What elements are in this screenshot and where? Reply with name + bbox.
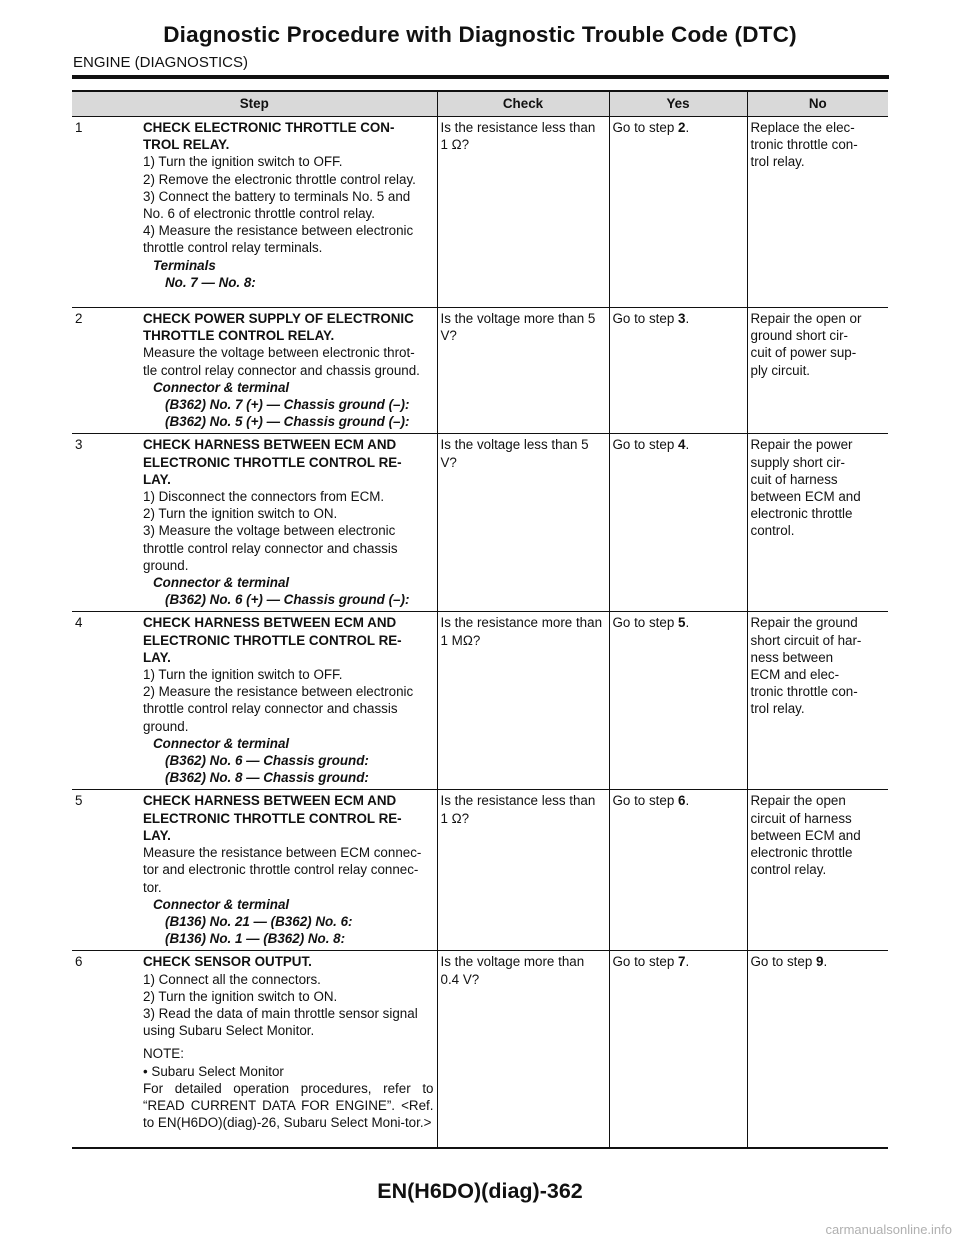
yes-suffix: . [685, 120, 690, 135]
column-header-no: No [747, 91, 888, 117]
spec-label: Connector & terminal [153, 379, 290, 395]
watermark: carmanualsonline.info [825, 1222, 952, 1237]
yes-cell [609, 790, 747, 951]
instruction: 2) Turn the ignition switch to ON. [143, 988, 338, 1004]
instruction: 4) Measure the resistance between electronic throttle control relay terminals. [143, 223, 414, 256]
note-label: NOTE: [143, 1046, 184, 1062]
check-cell: Is the voltage more than 5 V? [437, 308, 609, 434]
note-text: For detailed operation procedures, refer to “READ CURRENT DATA FOR ENGINE”. <Ref. to EN(H6DO)(diag)-26, Subaru Select Moni-tor.> [143, 1080, 434, 1131]
yes-prefix: Go to step [612, 437, 679, 453]
instruction: 3) Read the data of main throttle sensor signal using Subaru Select Monitor. [143, 1005, 418, 1039]
no-cell: Repair the power supply short cir- cuit of harness between ECM and electronic throttle control. [747, 434, 888, 612]
yes-cell [609, 308, 747, 434]
spec-label: Terminals [153, 257, 216, 273]
yes-step: 4 [678, 437, 686, 453]
yes-suffix: . [685, 615, 690, 631]
table-header-row [72, 91, 888, 117]
step-cell [72, 434, 437, 612]
yes-suffix: . [685, 437, 690, 453]
spec-label: Connector & terminal [153, 575, 290, 591]
spec-line: (B136) No. 21 — (B362) No. 6: [165, 913, 353, 929]
section-title: ENGINE (DIAGNOSTICS) [73, 54, 249, 71]
step-title: CHECK HARNESS BETWEEN ECM AND ELECTRONIC THROTTLE CONTROL RE- LAY. [143, 793, 402, 843]
step-title: CHECK HARNESS BETWEEN ECM AND ELECTRONIC THROTTLE CONTROL RE- LAY. [143, 615, 402, 665]
instruction: 1) Turn the ignition switch to OFF. [143, 154, 343, 170]
table-row [72, 434, 888, 612]
procedure-table [72, 90, 888, 1149]
step-number: 2 [75, 311, 83, 326]
no-cell: Repair the open circuit of harness between ECM and electronic throttle control relay. [747, 790, 888, 951]
step-number: 1 [75, 120, 83, 135]
no-cell [747, 951, 888, 1148]
table-row [72, 612, 888, 790]
spec-line: (B362) No. 7 (+) — Chassis ground (–): [165, 397, 410, 413]
no-suffix: . [823, 954, 828, 970]
spec-line: (B362) No. 6 (+) — Chassis ground (–): [165, 592, 410, 608]
yes-suffix: . [685, 311, 690, 326]
column-header-step: Step [72, 91, 437, 117]
step-number: 4 [75, 615, 83, 631]
column-header-yes: Yes [609, 91, 747, 117]
yes-step: 3 [678, 311, 686, 326]
yes-cell [609, 434, 747, 612]
yes-suffix: . [685, 954, 690, 970]
check-cell: Is the voltage less than 5 V? [437, 434, 609, 612]
spec-line: (B136) No. 1 — (B362) No. 8: [165, 931, 346, 947]
note-bullet: • Subaru Select Monitor [143, 1063, 284, 1079]
yes-suffix: . [685, 793, 690, 809]
spec-line: No. 7 — No. 8: [165, 274, 256, 290]
yes-prefix: Go to step [612, 615, 679, 631]
table-row [72, 951, 888, 1148]
instruction: Measure the voltage between electronic throt- tle control relay connector and chassis ground. [143, 345, 420, 378]
spec-line: (B362) No. 6 — Chassis ground: [165, 753, 369, 769]
spec-line: (B362) No. 5 (+) — Chassis ground (–): [165, 414, 410, 430]
spec-label: Connector & terminal [153, 735, 290, 751]
no-cell: Repair the open or ground short cir- cuit of power sup- ply circuit. [747, 308, 888, 434]
check-cell: Is the resistance less than 1 Ω? [437, 117, 609, 308]
yes-prefix: Go to step [612, 311, 679, 326]
spec-label: Connector & terminal [153, 896, 290, 912]
yes-prefix: Go to step [612, 954, 679, 970]
step-title: CHECK HARNESS BETWEEN ECM AND ELECTRONIC THROTTLE CONTROL RE- LAY. [143, 437, 402, 487]
instruction: 1) Connect all the connectors. [143, 971, 321, 987]
step-cell [72, 612, 437, 790]
step-title: CHECK POWER SUPPLY OF ELECTRONIC THROTTLE CONTROL RELAY. [143, 311, 414, 344]
check-cell: Is the resistance less than 1 Ω? [437, 790, 609, 951]
header-rule [72, 75, 889, 79]
instruction: Measure the resistance between ECM connec- tor and electronic throttle control relay connec- tor. [143, 845, 422, 895]
instruction: 2) Measure the resistance between electronic throttle control relay connector and chassis ground. [143, 684, 414, 734]
step-title: CHECK ELECTRONIC THROTTLE CON- TROL RELAY. [143, 120, 395, 153]
yes-prefix: Go to step [612, 120, 679, 135]
instruction: 1) Disconnect the connectors from ECM. [143, 489, 385, 505]
page-number: EN(H6DO)(diag)-362 [377, 1179, 583, 1203]
yes-cell [609, 951, 747, 1148]
step-number: 3 [75, 437, 83, 453]
yes-step: 6 [678, 793, 686, 809]
spec-line: (B362) No. 8 — Chassis ground: [165, 770, 369, 786]
instruction: 2) Turn the ignition switch to ON. [143, 506, 338, 522]
instruction: 3) Connect the battery to terminals No. 5 and No. 6 of electronic throttle control relay. [143, 188, 411, 222]
table-row [72, 117, 888, 308]
no-cell: Replace the elec- tronic throttle con- trol relay. [747, 117, 888, 308]
check-cell: Is the voltage more than 0.4 V? [437, 951, 609, 1148]
instruction: 2) Remove the electronic throttle control relay. [143, 171, 416, 187]
table-row [72, 790, 888, 951]
yes-prefix: Go to step [612, 793, 679, 809]
table-row [72, 308, 888, 434]
step-cell [72, 790, 437, 951]
no-cell: Repair the ground short circuit of har- ness between ECM and elec- tronic throttle con- trol relay. [747, 612, 888, 790]
step-number: 6 [75, 954, 83, 970]
instruction: 3) Measure the voltage between electronic throttle control relay connector and chassis ground. [143, 523, 398, 573]
step-cell [72, 951, 437, 1148]
column-header-check: Check [437, 91, 609, 117]
page-title: Diagnostic Procedure with Diagnostic Trouble Code (DTC) [163, 22, 797, 47]
yes-cell [609, 117, 747, 308]
step-cell [72, 308, 437, 434]
no-prefix: Go to step [750, 954, 817, 970]
step-title: CHECK SENSOR OUTPUT. [143, 954, 312, 970]
yes-step: 7 [678, 954, 686, 970]
yes-step: 5 [678, 615, 686, 631]
no-step: 9 [816, 954, 824, 970]
yes-step: 2 [678, 120, 686, 135]
step-number: 5 [75, 793, 83, 809]
check-cell: Is the resistance more than 1 MΩ? [437, 612, 609, 790]
step-cell [72, 117, 437, 308]
yes-cell [609, 612, 747, 790]
instruction: 1) Turn the ignition switch to OFF. [143, 667, 343, 683]
